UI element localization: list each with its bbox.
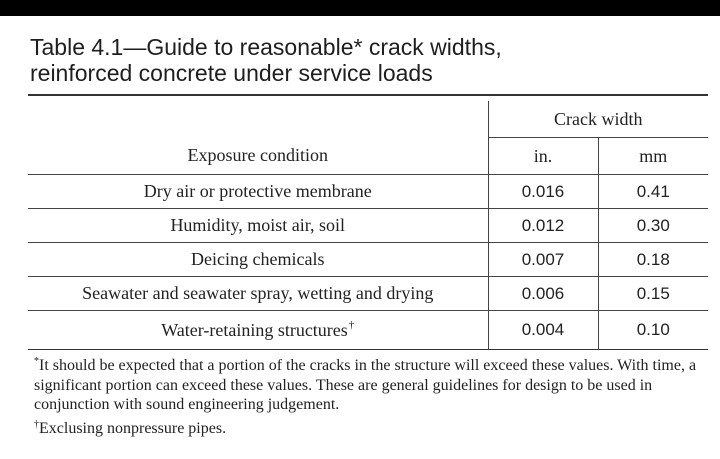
condition-cell: Deicing chemicals [28,243,488,277]
table-title-line-2: reinforced concrete under service loads [30,60,433,86]
header-blank-cell [28,101,488,138]
table-row [28,277,708,311]
value-in-cell: 0.007 [488,243,598,277]
table-row [28,243,708,277]
value-in-cell: 0.006 [488,277,598,311]
crack-width-table [28,101,708,350]
footnote-marker: † [34,418,39,430]
header-unit-mm: mm [598,138,708,175]
table-title [30,34,710,86]
footnote-dagger [34,415,708,439]
table-row [28,311,708,350]
header-unit-in: in. [488,138,598,175]
value-mm-cell: 0.41 [598,175,708,209]
value-mm-cell: 0.30 [598,209,708,243]
footnote-marker: * [34,356,39,367]
header-row-units [28,138,708,175]
value-in-cell: 0.012 [488,209,598,243]
title-divider [28,94,708,96]
table-row [28,175,708,209]
value-mm-cell: 0.10 [598,311,708,350]
dagger-marker: † [348,319,355,331]
table-title-line-1: Table 4.1—Guide to reasonable* crack widths, [30,34,502,60]
value-mm-cell: 0.15 [598,277,708,311]
value-mm-cell: 0.18 [598,243,708,277]
condition-cell: Water-retaining structures† [28,311,488,350]
table-row [28,209,708,243]
table-footnotes [34,352,708,438]
footnote-text: It should be expected that a portion of the cracks in the structure will exceed these values. With time, a significant portion can exceed these values. These are general guidelines for design to be used in conjunction with sound engineering judgement. [34,357,697,413]
header-row-group [28,101,708,138]
condition-cell: Humidity, moist air, soil [28,209,488,243]
top-bar [0,0,720,16]
footnote-text: Exclusing nonpressure pipes. [39,419,227,437]
header-exposure-condition: Exposure condition [187,145,328,166]
value-in-cell: 0.016 [488,175,598,209]
footnote-asterisk [34,352,708,415]
value-in-cell: 0.004 [488,311,598,350]
condition-cell: Seawater and seawater spray, wetting and drying [28,277,488,311]
header-crack-width: Crack width [488,101,708,138]
condition-cell: Dry air or protective membrane [28,175,488,209]
